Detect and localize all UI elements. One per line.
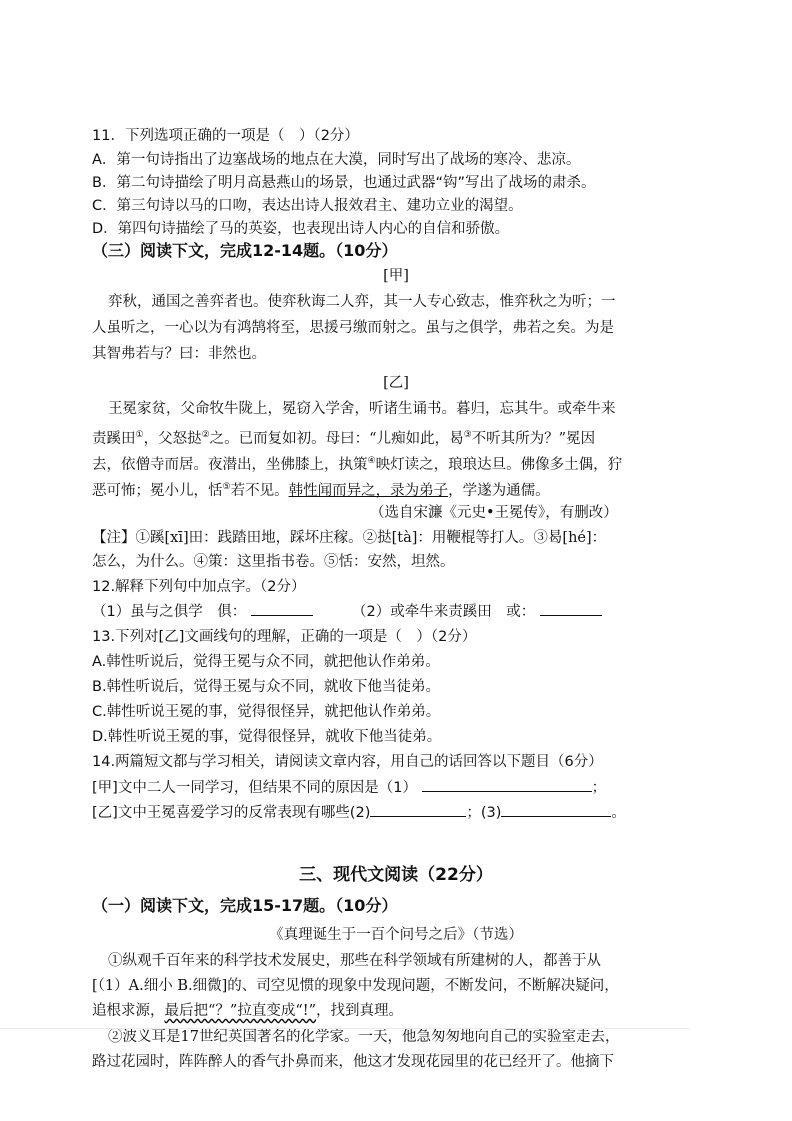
q14-line-2-mid: ；(3) — [466, 805, 502, 821]
article-p2-line-1: ②波义耳是17世纪英国著名的化学家。一天，他急匆匆地向自己的实验室走去， — [108, 1029, 620, 1045]
q14-line-2-text: [乙]文中王冕喜爱学习的反常表现有哪些(2) — [92, 805, 371, 821]
q14-answer-blank-3[interactable] — [501, 802, 611, 817]
yi-line-1: 王冕家贫，父命牧牛陇上，冕窃入学舍，听诸生诵书。暮归，忘其牛。或牵牛来 — [108, 401, 616, 417]
q13-option-b: B.韩性听说后，觉得王冕与众不同，就收下他当徒弟。 — [92, 679, 441, 695]
yi-text: ，学遂为通儒。 — [448, 482, 550, 499]
q14-answer-blank-2[interactable] — [370, 802, 466, 817]
yi-text: 之。已而复如初。母曰：“儿痴如此，曷 — [209, 430, 464, 447]
yi-text: 若不见。 — [230, 482, 289, 499]
q12-item-2-text: （2）或牵牛来责蹊田 或： — [352, 604, 536, 620]
part3-subheading: （一）阅读下文，完成15-17题。（10分） — [92, 896, 398, 915]
yi-text: 去，依僧寺而居。夜潜出，坐佛膝上，执策 — [92, 456, 368, 473]
q12-answer-blank-2[interactable] — [540, 601, 602, 616]
yi-title: [乙] — [383, 375, 409, 391]
q14-line-1-text: [甲]文中二人一同学习，但结果不同的原因是（1） — [92, 780, 418, 796]
note-marker-3: ③ — [463, 430, 472, 440]
q13-option-d: D.韩性听说王冕的事，觉得很怪异，就收下他当徒弟。 — [92, 729, 442, 745]
yi-text: 不听其所为？”冕因 — [471, 430, 596, 447]
underlined-sentence: 韩性闻而异之，录为弟子 — [288, 482, 449, 499]
jia-line-1: 弈秋，通国之善弈者也。使弈秋诲二人弈，其一人专心致志，惟弈秋之为听；一 — [108, 294, 616, 310]
q12-item-2 — [352, 601, 602, 622]
jia-title: [甲] — [383, 268, 409, 284]
wavy-underlined-phrase: 最后把“？”拉直变成“!” — [164, 1003, 316, 1019]
yi-source: （选自宋濂《元史•王冕传》，有删改） — [370, 505, 618, 521]
page-fold-divider — [0, 1028, 690, 1029]
article-title: 《真理诞生于一百个问号之后》（节选） — [269, 927, 523, 943]
q14-line-2 — [92, 802, 626, 823]
article-p1-line-3 — [92, 1001, 403, 1021]
article-p1-line-2: [（1）A.细小 B.细微]的、司空见惯的现象中发现问题，不断发问，不断解决疑问， — [92, 978, 619, 994]
q11-option-d: D．第四句诗描绘了马的英姿，也表现出诗人内心的自信和骄傲。 — [92, 221, 510, 237]
q13-stem: 13.下列对[乙]文画线句的理解，正确的一项是（ ）（2分） — [92, 629, 477, 645]
q12-answer-blank-1[interactable] — [251, 601, 313, 616]
article-p2-line-2: 路过花园时，阵阵醉人的香气扑鼻而来，他这才发现花园里的花已经开了。他摘下 — [92, 1054, 614, 1070]
q13-option-c: C.韩性听说王冕的事，觉得很怪异，就把他认作弟弟。 — [92, 704, 441, 720]
notes-line-1: 【注】①蹊[xī]田：践踏田地，踩坏庄稼。②挞[tà]：用鞭棍等打人。③曷[hé]： — [92, 530, 607, 546]
yi-text: ，父怒挞 — [143, 430, 202, 447]
section3-heading: （三）阅读下文，完成12-14题。（10分） — [92, 241, 398, 260]
notes-line-2: 怎么，为什么。④策：这里指书卷。⑤恬：安然，坦然。 — [92, 554, 455, 570]
yi-line-2 — [92, 425, 595, 449]
q11-stem: 11．下列选项正确的一项是（ ）（2分） — [92, 128, 359, 144]
q14-answer-blank-1[interactable] — [422, 777, 592, 792]
note-marker-1: ① — [135, 430, 144, 440]
q11-option-a: A．第一句诗指出了边塞战场的地点在大漠，同时写出了战场的寒冷、悲凉。 — [92, 152, 581, 168]
q12-item-1-text: （1）虽与之俱学 俱： — [92, 604, 247, 620]
yi-line-4 — [92, 477, 550, 501]
q14-stem: 14.两篇短文都与学习相关，请阅读文章内容，用自己的话回答以下题目（6分） — [92, 754, 603, 770]
jia-line-2: 人虽听之，一心以为有鸿鹄将至，思援弓缴而射之。虽与之俱学，弗若之矣。为是 — [92, 320, 614, 336]
q11-option-b: B．第二句诗描绘了明月高悬燕山的场景，也通过武器“钩”写出了战场的肃杀。 — [92, 175, 596, 191]
yi-line-3 — [92, 451, 622, 475]
q14-line-1 — [92, 777, 606, 798]
article-text: 追根求源， — [92, 1003, 165, 1019]
q12-stem: 12.解释下列句中加点字。（2分） — [92, 579, 306, 595]
jia-line-3: 其智弗若与？曰：非然也。 — [92, 346, 266, 362]
note-marker-2: ② — [201, 430, 210, 440]
note-marker-4: ④ — [367, 456, 376, 466]
note-marker-5: ⑤ — [222, 482, 231, 492]
q13-option-a: A.韩性听说后，觉得王冕与众不同，就把他认作弟弟。 — [92, 654, 440, 670]
q12-item-1 — [92, 601, 313, 622]
q11-option-c: C．第三句诗以马的口吻，表达出诗人报效君主、建功立业的渴望。 — [92, 198, 523, 214]
yi-text: 恶可怖；冕小儿，恬 — [92, 482, 223, 499]
part3-heading: 三、现代文阅读（22分） — [299, 865, 493, 885]
yi-text: 责蹊田 — [92, 430, 136, 447]
q14-line-1-end: ； — [591, 780, 607, 796]
article-text: ，找到真理。 — [315, 1003, 403, 1019]
q14-line-2-end: 。 — [611, 805, 626, 821]
yi-text: 映灯读之，琅琅达旦。佛像多土偶，狞 — [375, 456, 623, 473]
article-p1-line-1: ①纵观千百年来的科学技术发展史，那些在科学领域有所建树的人，都善于从 — [108, 953, 601, 969]
